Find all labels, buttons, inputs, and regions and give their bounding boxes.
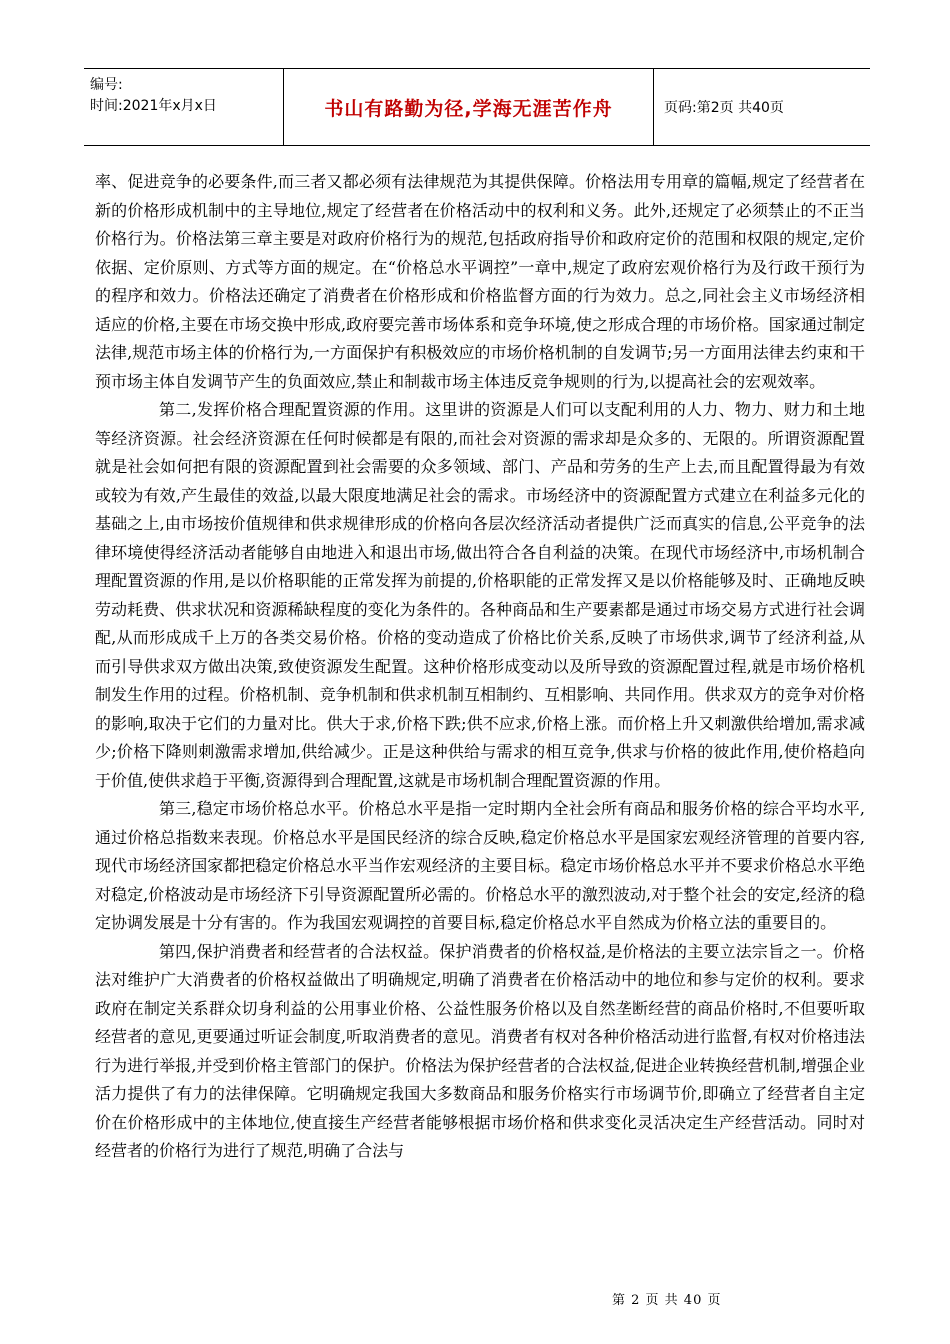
document-number-label: 编号: bbox=[90, 77, 123, 93]
header-meta bbox=[84, 69, 284, 145]
document-time-label: 时间:2021年x月x日 bbox=[90, 98, 217, 114]
header-motto: 书山有路勤为径,学海无涯苦作舟 bbox=[284, 69, 654, 145]
paragraph-continued: 率、促进竞争的必要条件,而三者又都必须有法律规范为其提供保障。价格法用专用章的篇幅,规定了经营者在新的价格形成机制中的主导地位,规定了经营者在价格活动中的权利和义务。此外,还规定了必须禁止的不正当价格行为。价格法第三章主要是对政府价格行为的规范,包括政府指导价和政府定价的范围和权限的规定,定价依据、定价原则、方式等方面的规定。在“价格总水平调控”一章中,规定了政府宏观价格行为及行政干预行为的程序和效力。价格法还确定了消费者在价格形成和价格监督方面的行为效力。总之,同社会主义市场经济相适应的价格,主要在市场交换中形成,政府要完善市场体系和竞争环境,使之形成合理的市场价格。国家通过制定法律,规范市场主体的价格行为,一方面保护有积极效应的市场价格机制的自发调节;另一方面用法律去约束和干预市场主体自发调节产生的负面效应,禁止和制裁市场主体违反竞争规则的行为,以提高社会的宏观效率。 bbox=[95, 172, 865, 391]
header-page-info: 页码:第2页 共40页 bbox=[664, 100, 784, 116]
document-body bbox=[95, 168, 865, 1166]
page-header bbox=[84, 68, 870, 146]
paragraph-fourth: 第四,保护消费者和经营者的合法权益。保护消费者的价格权益,是价格法的主要立法宗旨之一。价格法对维护广大消费者的价格权益做出了明确规定,明确了消费者在价格活动中的地位和参与定价的权利。要求政府在制定关系群众切身利益的公用事业价格、公益性服务价格以及自然垄断经营的商品价格时,不但要听取经营者的意见,更要通过听证会制度,听取消费者的意见。消费者有权对各种价格活动进行监督,有权对价格违法行为进行举报,并受到价格主管部门的保护。价格法为保护经营者的合法权益,促进企业转换经营机制,增强企业活力提供了有力的法律保障。它明确规定我国大多数商品和服务价格实行市场调节价,即确立了经营者自主定价在价格形成中的主体地位,使直接生产经营者能够根据市场价格和供求变化灵活决定生产经营活动。同时对经营者的价格行为进行了规范,明确了合法与 bbox=[95, 941, 865, 1160]
paragraph-third: 第三,稳定市场价格总水平。价格总水平是指一定时期内全社会所有商品和服务价格的综合平均水平,通过价格总指数来表现。价格总水平是国民经济的综合反映,稳定价格总水平是国家宏观经济管理的首要内容,现代市场经济国家都把稳定价格总水平当作宏观经济的主要目标。稳定市场价格总水平并不要求价格总水平绝对稳定,价格波动是市场经济下引导资源配置所必需的。价格总水平的激烈波动,对于整个社会的安定,经济的稳定协调发展是十分有害的。作为我国宏观调控的首要目标,稳定价格总水平自然成为价格立法的重要目的。 bbox=[95, 799, 865, 932]
page-footer: 第 2 页 共 40 页 bbox=[612, 1293, 722, 1308]
paragraph-second: 第二,发挥价格合理配置资源的作用。这里讲的资源是人们可以支配利用的人力、物力、财力和土地等经济资源。社会经济资源在任何时候都是有限的,而社会对资源的需求却是众多的、无限的。所谓资源配置就是社会如何把有限的资源配置到社会需要的众多领域、部门、产品和劳务的生产上去,而且配置得最为有效或较为有效,产生最佳的效益,以最大限度地满足社会的需求。市场经济中的资源配置方式建立在利益多元化的基础之上,由市场按价值规律和供求规律形成的价格向各层次经济活动者提供广泛而真实的信息,公平竞争的法律环境使得经济活动者能够自由地进入和退出市场,做出符合各自利益的决策。在现代市场经济中,市场机制合理配置资源的作用,是以价格职能的正常发挥为前提的,价格职能的正常发挥又是以价格能够及时、正确地反映劳动耗费、供求状况和资源稀缺程度的变化为条件的。各种商品和生产要素都是通过市场交易方式进行社会调配,从而形成成千上万的各类交易价格。价格的变动造成了价格比价关系,反映了市场供求,调节了经济利益,从而引导供求双方做出决策,致使资源发生配置。这种价格形成变动以及所导致的资源配置过程,就是市场价格机制发生作用的过程。价格机制、竞争机制和供求机制互相制约、互相影响、共同作用。供求双方的竞争对价格的影响,取决于它们的力量对比。供大于求,价格下跌;供不应求,价格上涨。而价格上升又刺激供给增加,需求减少;价格下降则刺激需求增加,供给减少。正是这种供给与需求的相互竞争,供求与价格的彼此作用,使价格趋向于价值,使供求趋于平衡,资源得到合理配置,这就是市场机制合理配置资源的作用。 bbox=[95, 400, 865, 790]
